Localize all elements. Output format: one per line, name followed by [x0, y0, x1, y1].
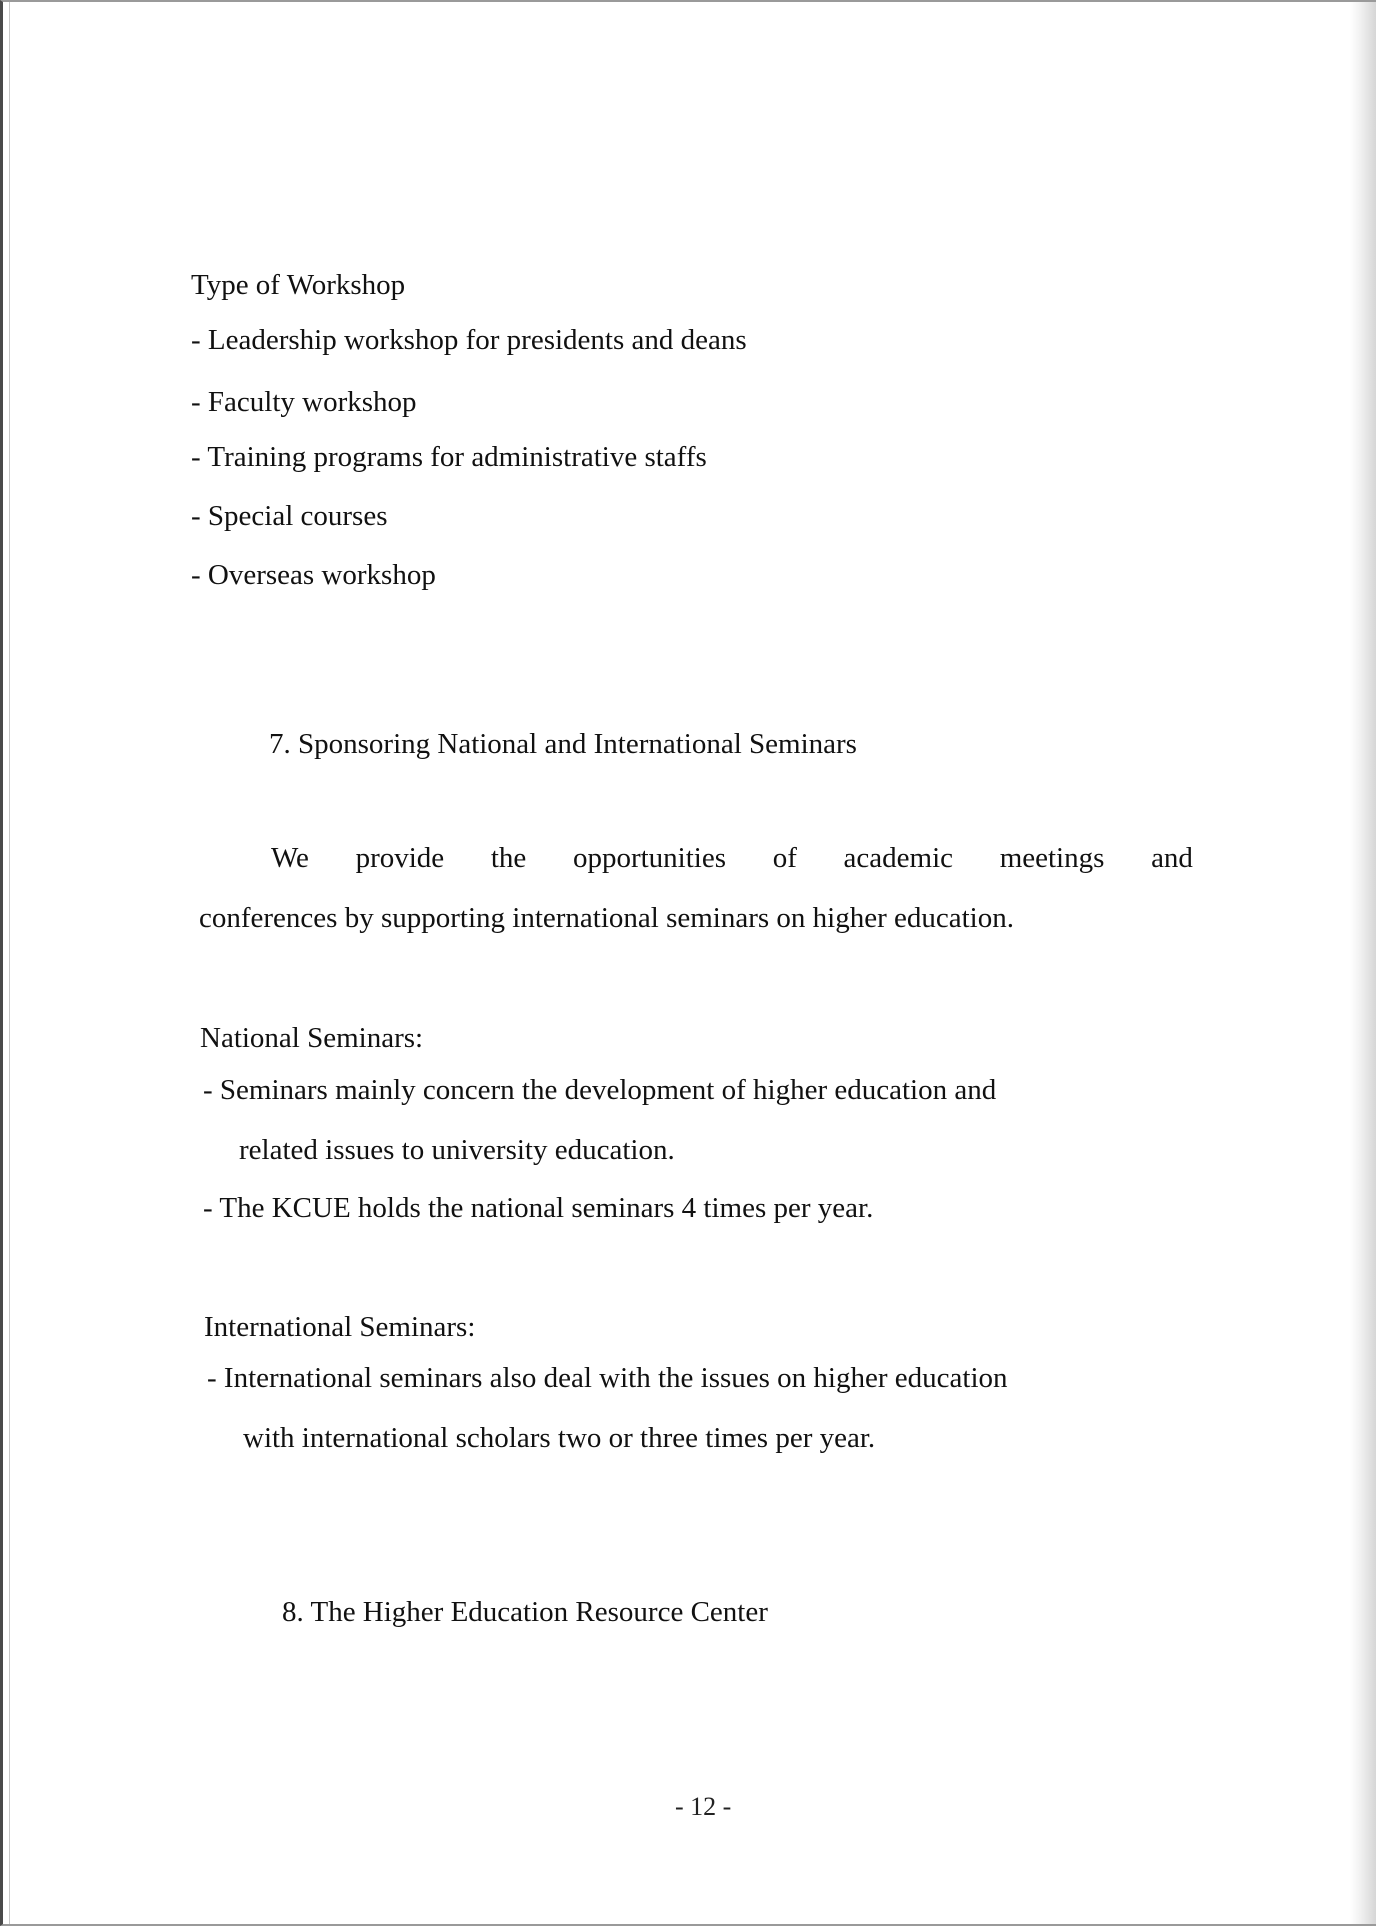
section-7-paragraph-line-1: [271, 840, 1193, 876]
national-seminars-heading: National Seminars:: [200, 1022, 424, 1054]
paragraph-word: and: [1151, 842, 1193, 874]
paragraph-word: academic: [843, 842, 954, 874]
international-seminars-item-1-line-2: with international scholars two or three times per year.: [243, 1422, 876, 1454]
international-seminars-item-1-line-1: - International seminars also deal with the issues on higher education: [207, 1362, 1008, 1394]
paragraph-word: We: [271, 842, 309, 874]
paragraph-word: meetings: [999, 842, 1105, 874]
paragraph-word: of: [772, 842, 797, 874]
national-seminars-item-1-line-1: - Seminars mainly concern the development of higher education and: [203, 1074, 997, 1106]
section-7-paragraph-line-2: conferences by supporting international seminars on higher education.: [199, 902, 1014, 934]
page-edge-shadow: [1350, 2, 1376, 1924]
paragraph-word: opportunities: [572, 842, 727, 874]
national-seminars-item-2: - The KCUE holds the national seminars 4 times per year.: [203, 1192, 874, 1224]
section-8-heading: 8. The Higher Education Resource Center: [282, 1596, 768, 1628]
paragraph-word: the: [490, 842, 527, 874]
workshop-heading: Type of Workshop: [191, 269, 406, 301]
section-7-heading: 7. Sponsoring National and International Seminars: [269, 728, 857, 760]
workshop-item: - Leadership workshop for presidents and deans: [191, 324, 747, 356]
workshop-item: - Overseas workshop: [191, 559, 436, 591]
national-seminars-item-1-line-2: related issues to university education.: [239, 1134, 675, 1166]
page-number: - 12 -: [675, 1792, 732, 1821]
workshop-item: - Special courses: [191, 500, 388, 532]
paragraph-word: provide: [355, 842, 445, 874]
workshop-item: - Training programs for administrative staffs: [191, 441, 707, 473]
page-edge-line: [9, 2, 10, 1924]
workshop-item: - Faculty workshop: [191, 386, 417, 418]
international-seminars-heading: International Seminars:: [204, 1311, 476, 1343]
